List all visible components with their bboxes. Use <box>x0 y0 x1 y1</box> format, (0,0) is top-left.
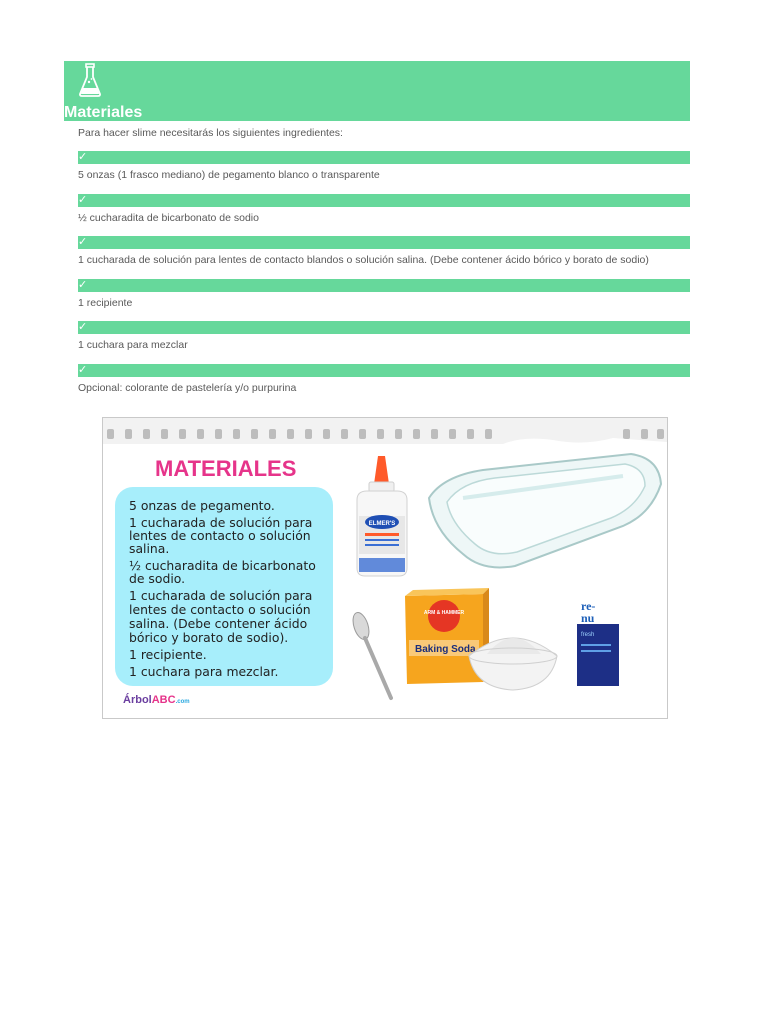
glass-dish-image <box>429 454 661 568</box>
spoon-image <box>350 611 391 698</box>
checklist-bar <box>78 279 690 292</box>
figure-list-line: de sodio. <box>129 571 186 586</box>
figure-list-line: 5 onzas de pegamento. <box>129 498 275 513</box>
flask-icon <box>77 62 103 98</box>
list-item: Opcional: colorante de pastelería y/o purpurina <box>78 382 297 394</box>
figure-list-line: bórico y borato de sodio). <box>129 630 289 645</box>
check-icon: ✓ <box>78 150 88 163</box>
figure-list-line: 1 recipiente. <box>129 647 207 662</box>
checklist-bar <box>78 194 690 207</box>
check-icon: ✓ <box>78 363 88 376</box>
figure-list-line: salina. <box>129 541 170 556</box>
figure-list-line: 1 cucharada de solución para <box>129 588 313 603</box>
materials-image <box>102 417 668 719</box>
figure-list-line: lentes de contacto o solución <box>129 528 311 543</box>
svg-text:ELMER'S: ELMER'S <box>368 521 396 527</box>
glue-bottle-image <box>357 456 407 576</box>
list-item: 5 onzas (1 frasco mediano) de pegamento blanco o transparente <box>78 169 380 181</box>
figure-heading: MATERIALES <box>155 456 297 481</box>
svg-text:nu: nu <box>581 611 595 625</box>
check-icon: ✓ <box>78 278 88 291</box>
checklist-bar <box>78 321 690 334</box>
check-icon: ✓ <box>78 320 88 333</box>
site-logo: ÁrbolABC.com <box>123 694 190 706</box>
section-title: Materiales <box>64 104 143 121</box>
svg-text:ARM & HAMMER: ARM & HAMMER <box>423 610 465 616</box>
intro-text: Para hacer slime necesitarás los siguientes ingredientes: <box>78 127 343 139</box>
figure-list-line: salina. (Debe contener ácido <box>129 616 308 631</box>
list-item: 1 cuchara para mezclar <box>78 339 188 351</box>
renu-bottle-image <box>577 590 619 686</box>
check-icon: ✓ <box>78 235 88 248</box>
checklist-bar <box>78 151 690 164</box>
figure-list-line: 1 cucharada de solución para <box>129 515 313 530</box>
figure-list-line: lentes de contacto o solución <box>129 602 311 617</box>
svg-text:re-: re- <box>581 599 596 613</box>
check-icon: ✓ <box>78 193 88 206</box>
section-header <box>64 61 690 121</box>
materials-illustration <box>103 418 667 718</box>
checklist-bar <box>78 236 690 249</box>
list-item: ½ cucharadita de bicarbonato de sodio <box>78 212 259 224</box>
list-item: 1 cucharada de solución para lentes de contacto blandos o solución salina. (Debe contener ácido bórico y borato de sodio) <box>78 254 649 266</box>
list-item: 1 recipiente <box>78 297 133 309</box>
svg-text:fresh: fresh <box>581 632 595 638</box>
figure-list-line: 1 cuchara para mezclar. <box>129 664 279 679</box>
checklist-bar <box>78 364 690 377</box>
figure-list-line: ½ cucharadita de bicarbonato <box>129 558 316 573</box>
svg-text:Baking Soda: Baking Soda <box>415 644 476 655</box>
